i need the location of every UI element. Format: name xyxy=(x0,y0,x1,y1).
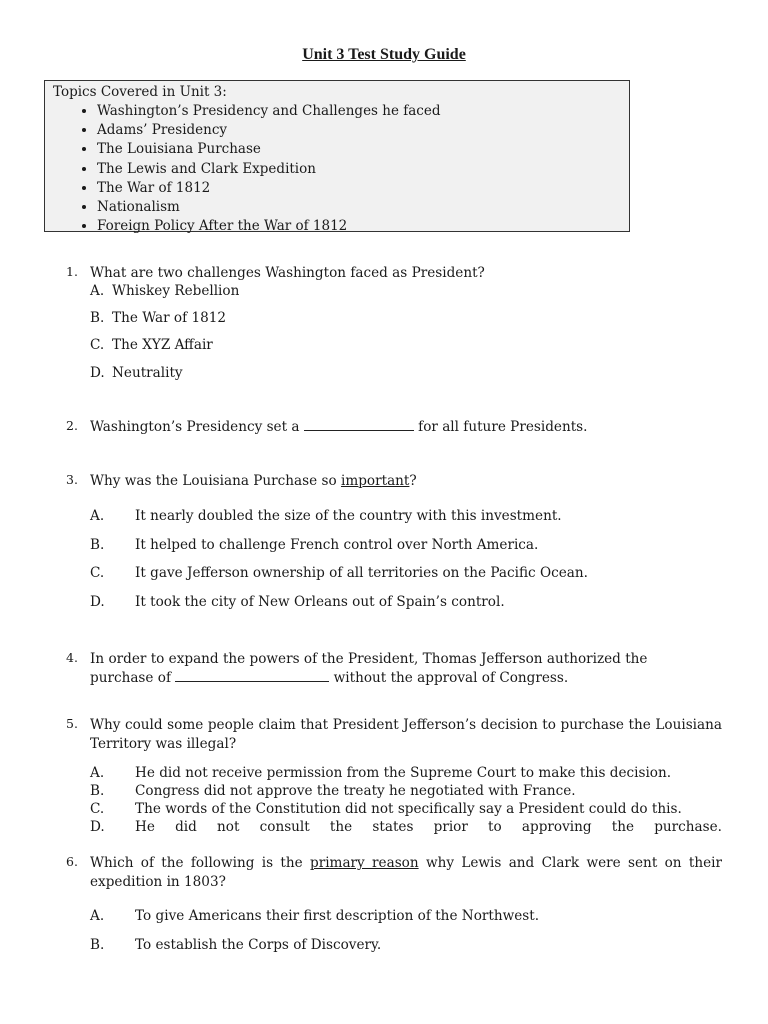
option-letter: C. xyxy=(90,565,105,581)
option-letter: D. xyxy=(90,819,105,835)
answer-option xyxy=(90,337,213,353)
question-text: In order to expand the powers of the President, Thomas Jefferson authorized the xyxy=(90,651,648,667)
question-text: purchase of without the approval of Congress. xyxy=(90,670,569,686)
topic-item: • Adams’ Presidency xyxy=(97,121,621,140)
topics-heading: Topics Covered in Unit 3: xyxy=(53,84,227,100)
option-text: The XYZ Affair xyxy=(112,337,213,353)
question-number: 1. xyxy=(66,264,78,279)
answer-option xyxy=(90,283,239,299)
question-text: Why could some people claim that President Jefferson’s decision to purchase the Louisiana Territory was illegal? xyxy=(90,717,722,752)
question-text: Which of the following is the primary reason why Lewis and Clark were sent on their expedition in 1803? xyxy=(90,855,722,890)
answer-option xyxy=(90,310,226,326)
option-letter: B. xyxy=(90,310,105,326)
option-text: He did not consult the states prior to approving the purchase. xyxy=(135,819,722,835)
option-text: To establish the Corps of Discovery. xyxy=(135,937,382,953)
option-text: It gave Jefferson ownership of all territories on the Pacific Ocean. xyxy=(135,565,588,581)
fill-in-blank xyxy=(175,680,329,682)
option-text: It nearly doubled the size of the country with this investment. xyxy=(135,508,562,524)
option-letter: B. xyxy=(90,537,105,553)
fill-in-blank xyxy=(304,429,414,431)
option-text: It took the city of New Orleans out of Spain’s control. xyxy=(135,594,505,610)
question-number: 6. xyxy=(66,854,78,869)
topic-item: • The War of 1812 xyxy=(97,179,621,198)
emphasized-word: important xyxy=(340,473,410,489)
option-text: The words of the Constitution did not specifically say a President could do this. xyxy=(135,801,682,817)
topic-item: • Foreign Policy After the War of 1812 xyxy=(97,217,621,236)
option-text: Whiskey Rebellion xyxy=(112,283,240,299)
option-letter: A. xyxy=(90,908,105,924)
topic-item: • Washington’s Presidency and Challenges he faced xyxy=(97,102,621,121)
option-letter: D. xyxy=(90,594,105,610)
option-letter: A. xyxy=(90,765,105,781)
topics-box xyxy=(44,80,630,235)
question-number: 5. xyxy=(66,716,78,731)
question-number: 2. xyxy=(66,418,78,433)
option-letter: B. xyxy=(90,937,105,953)
topics-list xyxy=(53,102,621,236)
option-text: It helped to challenge French control over North America. xyxy=(135,537,539,553)
emphasized-phrase: primary reason xyxy=(310,855,419,871)
option-text: He did not receive permission from the Supreme Court to make this decision. xyxy=(135,765,672,781)
option-letter: D. xyxy=(90,365,105,381)
option-text: Neutrality xyxy=(112,365,183,381)
option-text: To give Americans their first description of the Northwest. xyxy=(135,908,540,924)
option-letter: C. xyxy=(90,801,105,817)
topic-item: • The Lewis and Clark Expedition xyxy=(97,160,621,179)
option-letter: A. xyxy=(90,283,105,299)
question-text: Why was the Louisiana Purchase so important? xyxy=(90,473,417,489)
answer-option xyxy=(90,365,183,381)
question-number: 3. xyxy=(66,472,78,487)
option-letter: A. xyxy=(90,508,105,524)
question-text: Washington’s Presidency set a for all future Presidents. xyxy=(90,419,588,435)
option-letter: C. xyxy=(90,337,105,353)
option-letter: B. xyxy=(90,783,105,799)
topic-item: • The Louisiana Purchase xyxy=(97,140,621,159)
page-title: Unit 3 Test Study Guide xyxy=(302,46,466,63)
topic-item: • Nationalism xyxy=(97,198,621,217)
question-text: What are two challenges Washington faced as President? xyxy=(90,265,485,281)
option-text: The War of 1812 xyxy=(112,310,227,326)
question-number: 4. xyxy=(66,650,78,665)
option-text: Congress did not approve the treaty he negotiated with France. xyxy=(135,783,576,799)
